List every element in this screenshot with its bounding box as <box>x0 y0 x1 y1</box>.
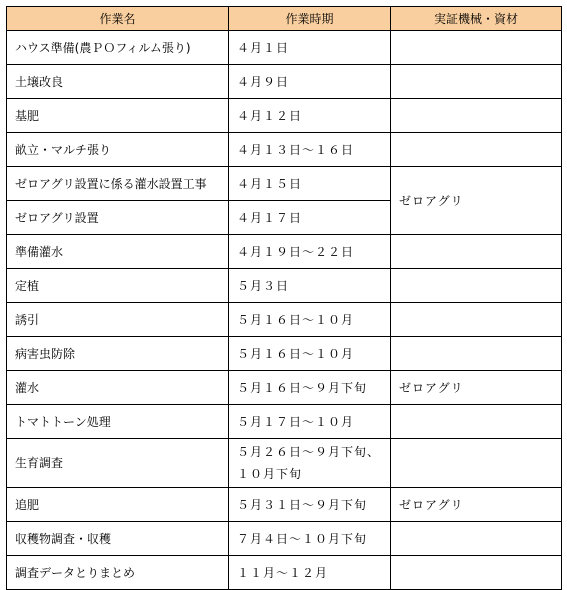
header-work-period: 作業時期 <box>229 7 391 31</box>
table-row <box>7 303 562 337</box>
equipment-cell <box>391 522 562 556</box>
work-period-cell: ４月９日 <box>229 65 391 99</box>
work-period-cell: ５月３１日～９月下旬 <box>229 488 391 522</box>
work-period-cell: １１月～１２月 <box>229 556 391 590</box>
equipment-cell <box>391 65 562 99</box>
work-name-cell: 誘引 <box>7 303 229 337</box>
equipment-cell <box>391 337 562 371</box>
table-row <box>7 371 562 405</box>
equipment-cell <box>391 439 562 488</box>
work-period-cell: ５月３日 <box>229 269 391 303</box>
table-row <box>7 167 562 201</box>
equipment-cell <box>391 99 562 133</box>
equipment-cell <box>391 235 562 269</box>
table-row <box>7 99 562 133</box>
work-name-cell: 畝立・マルチ張り <box>7 133 229 167</box>
work-period-cell: ４月１３日～１６日 <box>229 133 391 167</box>
work-schedule-table <box>6 6 562 590</box>
table-row <box>7 405 562 439</box>
work-period-cell: ５月１６日～１０月 <box>229 303 391 337</box>
table-row <box>7 133 562 167</box>
equipment-cell <box>391 31 562 65</box>
table-body <box>7 31 562 590</box>
work-period-cell: ７月４日～１０月下旬 <box>229 522 391 556</box>
header-row <box>7 7 562 31</box>
equipment-cell <box>391 269 562 303</box>
work-name-cell: 追肥 <box>7 488 229 522</box>
equipment-cell <box>391 133 562 167</box>
work-name-cell: ゼロアグリ設置に係る灌水設置工事 <box>7 167 229 201</box>
table-row <box>7 31 562 65</box>
table-row <box>7 337 562 371</box>
equipment-cell: ゼロアグリ <box>391 371 562 405</box>
table-row <box>7 65 562 99</box>
work-name-cell: ゼロアグリ設置 <box>7 201 229 235</box>
work-period-cell: ４月１２日 <box>229 99 391 133</box>
work-period-cell: ５月１７日～１０月 <box>229 405 391 439</box>
table-row <box>7 488 562 522</box>
work-period-cell: ４月１日 <box>229 31 391 65</box>
work-period-cell: ５月１６日～１０月 <box>229 337 391 371</box>
table-row <box>7 522 562 556</box>
header-work-name: 作業名 <box>7 7 229 31</box>
work-name-cell: 収穫物調査・収穫 <box>7 522 229 556</box>
work-name-cell: 調査データとりまとめ <box>7 556 229 590</box>
header-equipment: 実証機械・資材 <box>391 7 562 31</box>
work-period-cell: ５月１６日～９月下旬 <box>229 371 391 405</box>
table-row <box>7 556 562 590</box>
equipment-cell: ゼロアグリ <box>391 167 562 235</box>
work-name-cell: 生育調査 <box>7 439 229 488</box>
equipment-cell <box>391 556 562 590</box>
equipment-cell <box>391 405 562 439</box>
equipment-cell: ゼロアグリ <box>391 488 562 522</box>
work-name-cell: 準備灌水 <box>7 235 229 269</box>
work-name-cell: 土壌改良 <box>7 65 229 99</box>
work-name-cell: ハウス準備(農ＰＯフィルム張り) <box>7 31 229 65</box>
work-name-cell: 定植 <box>7 269 229 303</box>
work-name-cell: 病害虫防除 <box>7 337 229 371</box>
table-row <box>7 269 562 303</box>
work-period-cell: ５月２６日～９月下旬、 １０月下旬 <box>229 439 391 488</box>
equipment-cell <box>391 303 562 337</box>
work-name-cell: 灌水 <box>7 371 229 405</box>
table-header <box>7 7 562 31</box>
work-period-cell: ４月１９日～２２日 <box>229 235 391 269</box>
work-period-cell: ４月１７日 <box>229 201 391 235</box>
table-row <box>7 439 562 488</box>
table-row <box>7 235 562 269</box>
work-period-cell: ４月１５日 <box>229 167 391 201</box>
work-name-cell: 基肥 <box>7 99 229 133</box>
work-name-cell: トマトトーン処理 <box>7 405 229 439</box>
